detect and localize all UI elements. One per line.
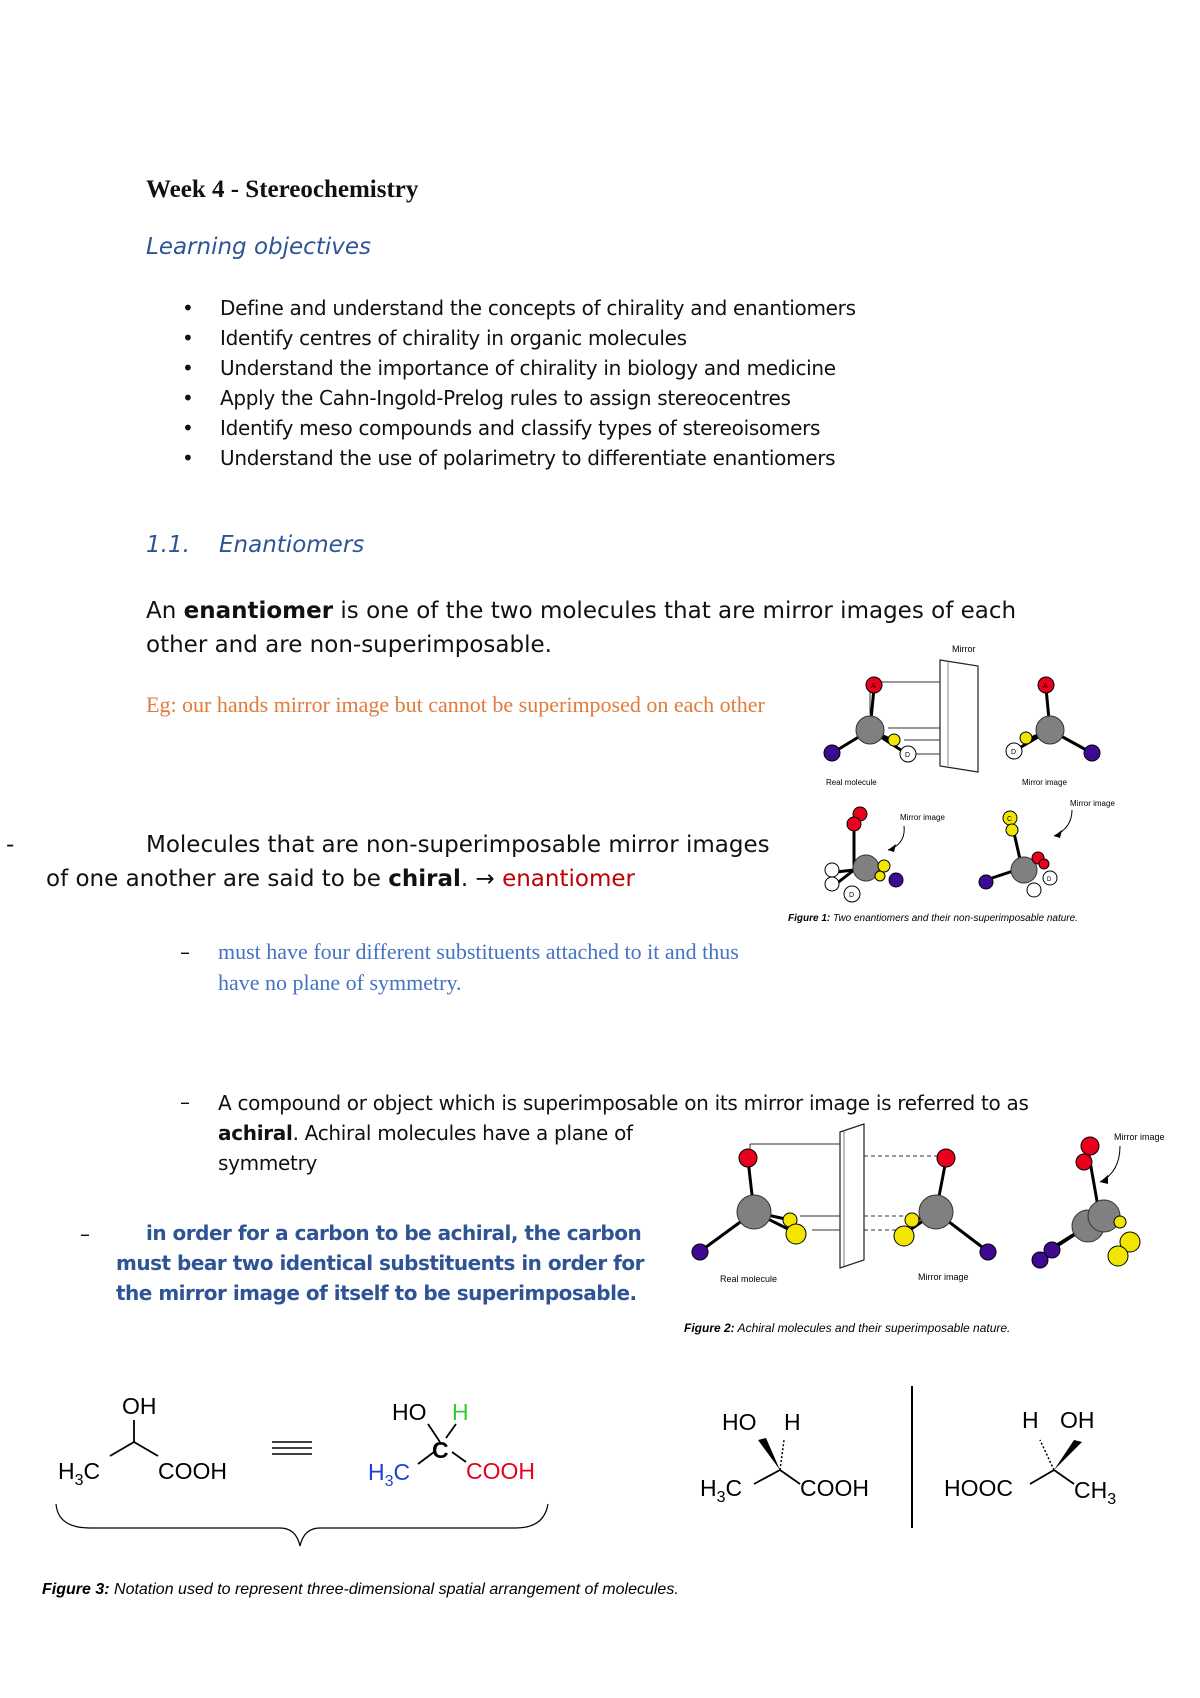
atom-c — [1020, 732, 1032, 744]
section-heading — [146, 532, 364, 558]
objectives-heading: Learning objectives — [146, 234, 371, 260]
atom-b — [980, 1244, 996, 1260]
carbon-atom — [1088, 1200, 1120, 1232]
wedge-bond — [758, 1438, 780, 1470]
methyl-label: $H_3C$ — [58, 1458, 101, 1489]
sub-dash: – — [80, 1222, 90, 1246]
atom-c — [875, 871, 885, 881]
chiral-dash: - — [6, 832, 15, 858]
chiral-arrow: . → — [460, 866, 503, 892]
objectives-list — [176, 293, 856, 473]
arrow-curve — [1054, 810, 1072, 836]
ch3-label: $CH_3$ — [1074, 1477, 1117, 1508]
hashed-bond — [780, 1440, 784, 1470]
carbon-atom — [856, 716, 884, 744]
mirror-plane — [940, 660, 978, 772]
mirror-image-label: Mirror image — [1114, 1132, 1165, 1142]
sub-dash: – — [180, 1090, 190, 1114]
atom-c — [888, 734, 900, 746]
objective-item: • Understand the use of polarimetry to differentiate enantiomers — [176, 443, 856, 473]
atom-d — [1027, 883, 1041, 897]
caption-text: Achiral molecules and their superimposable nature. — [734, 1321, 1011, 1335]
real-molecule-label: Real molecule — [720, 1274, 778, 1284]
atom-b — [1084, 745, 1100, 761]
h-label: H — [452, 1399, 469, 1425]
objective-item: • Identify centres of chirality in organic molecules — [176, 323, 856, 353]
real-molecule-label: Real molecule — [826, 778, 877, 787]
bond — [780, 1470, 800, 1484]
bond — [452, 1452, 466, 1462]
section-number: 1.1. — [146, 532, 190, 558]
mirror-image-label: Mirror image — [900, 813, 945, 822]
atom-label: D — [849, 892, 855, 899]
atom-d — [825, 863, 839, 877]
mirror-image-label: Mirror image — [1022, 778, 1067, 787]
atom-label: C — [1007, 816, 1013, 823]
wedge-bond — [1054, 1440, 1082, 1470]
caption-text: Two enantiomers and their non-superimposable nature. — [830, 913, 1078, 924]
arrow-head — [888, 844, 896, 852]
mirror-label: Mirror — [952, 644, 976, 654]
atom-label: D — [905, 752, 911, 759]
brace — [56, 1504, 548, 1546]
achiral-term: achiral — [218, 1121, 293, 1145]
carbon-atom — [1036, 716, 1064, 744]
atom-c — [1114, 1216, 1126, 1228]
figure-2 — [684, 1120, 1200, 1340]
methyl-label: $H_3C$ — [700, 1475, 743, 1506]
atom-b — [889, 873, 903, 887]
h-label: H — [1022, 1407, 1039, 1433]
figure-2-caption — [684, 1321, 1010, 1335]
atom-a — [1081, 1137, 1099, 1155]
cooh-label: COOH — [158, 1458, 227, 1484]
hashed-bond — [1040, 1440, 1054, 1470]
atom-b — [692, 1244, 708, 1260]
bond — [1054, 1470, 1074, 1484]
atom-c — [878, 860, 890, 872]
chiral-term: chiral — [388, 866, 461, 892]
carbon-atom — [919, 1195, 953, 1229]
carbon-label: C — [432, 1437, 449, 1463]
h-label: H — [784, 1409, 801, 1435]
chiral-line-1: Molecules that are non-superimposable mirror images — [146, 832, 770, 858]
objective-item: • Identify meso compounds and classify types of stereoisomers — [176, 413, 856, 443]
chiral-result: enantiomer — [502, 866, 635, 892]
atom-a — [739, 1149, 757, 1167]
atom-b — [1032, 1252, 1048, 1268]
chiral-line-2 — [46, 866, 635, 892]
arrow-curve — [888, 826, 904, 850]
mirror-image-label: Mirror image — [1070, 799, 1115, 808]
achiral-line-2 — [218, 1118, 658, 1178]
chiral-note: must have four different substituents attached to it and thus have no plane of symmetry. — [218, 939, 739, 995]
oh-label: OH — [122, 1393, 157, 1419]
atom-label: A — [1043, 683, 1048, 690]
atom-b — [824, 745, 840, 761]
bond — [134, 1442, 158, 1456]
achiral-note-text: in order for a carbon to be achiral, the carbon must bear two identical substituents in order for the mirror image of itself to be superimposable. — [116, 1221, 644, 1305]
arrow-curve — [1100, 1146, 1120, 1182]
bond — [110, 1442, 134, 1456]
cooh-label: COOH — [800, 1475, 869, 1501]
atom-a — [1076, 1154, 1092, 1170]
figure-3-caption — [42, 1581, 679, 1598]
ho-label: HO — [392, 1399, 427, 1425]
atom-d — [894, 1226, 914, 1246]
atom-label: A — [871, 683, 876, 690]
atom-a — [937, 1149, 955, 1167]
bond — [446, 1424, 456, 1438]
caption-text: Notation used to represent three-dimensional spatial arrangement of molecules. — [109, 1581, 679, 1598]
page-title: Week 4 - Stereochemistry — [146, 176, 419, 203]
section-title: Enantiomers — [219, 532, 365, 558]
bond — [754, 1470, 780, 1484]
arrow-head — [1100, 1175, 1108, 1184]
sub-dash: – — [180, 940, 190, 964]
atom-label: D — [1047, 877, 1052, 883]
achiral-note — [116, 1218, 676, 1308]
objective-item: • Define and understand the concepts of chirality and enantiomers — [176, 293, 856, 323]
caption-label: Figure 3: — [42, 1581, 110, 1598]
arrow-head — [1054, 830, 1062, 838]
objective-item: • Apply the Cahn-Ingold-Prelog rules to assign stereocentres — [176, 383, 856, 413]
methyl-label: $H_3C$ — [368, 1459, 411, 1490]
definition-pre: An — [146, 598, 184, 624]
carbon-atom — [737, 1195, 771, 1229]
objective-item: • Understand the importance of chirality in biology and medicine — [176, 353, 856, 383]
figure-3 — [0, 1380, 1200, 1620]
atom-label: D — [1011, 749, 1017, 756]
ho-label: HO — [722, 1409, 757, 1435]
caption-label: Figure 2: — [684, 1321, 735, 1335]
mirror-plane — [840, 1124, 864, 1268]
definition-rest: is one of the two molecules that are mirror images of each other and are non-superimposable. — [146, 598, 1017, 658]
atom-c — [1006, 824, 1018, 836]
atom-d — [825, 877, 839, 891]
definition-term: enantiomer — [183, 598, 334, 624]
atom-a — [847, 817, 861, 831]
atom-b — [979, 875, 993, 889]
bond — [1030, 1470, 1054, 1484]
caption-label: Figure 1: — [788, 913, 831, 924]
chiral-line-2-pre: of one another are said to be — [46, 866, 389, 892]
achiral-rest: . Achiral molecules have a plane of symmetry — [218, 1121, 633, 1175]
achiral-line-1: A compound or object which is superimposable on its mirror image is referred to as — [218, 1091, 1029, 1115]
figure-1-caption — [788, 913, 1078, 924]
cooh-label: COOH — [466, 1458, 535, 1484]
example-note: Eg: our hands mirror image but cannot be superimposed on each other — [146, 692, 765, 717]
atom-a — [1039, 859, 1049, 869]
oh-label: OH — [1060, 1407, 1095, 1433]
atom-d — [1108, 1246, 1128, 1266]
atom-c — [905, 1213, 919, 1227]
hooc-label: HOOC — [944, 1475, 1013, 1501]
atom-d — [786, 1224, 806, 1244]
figure-1 — [788, 632, 1130, 932]
mirror-image-label: Mirror image — [918, 1272, 969, 1282]
